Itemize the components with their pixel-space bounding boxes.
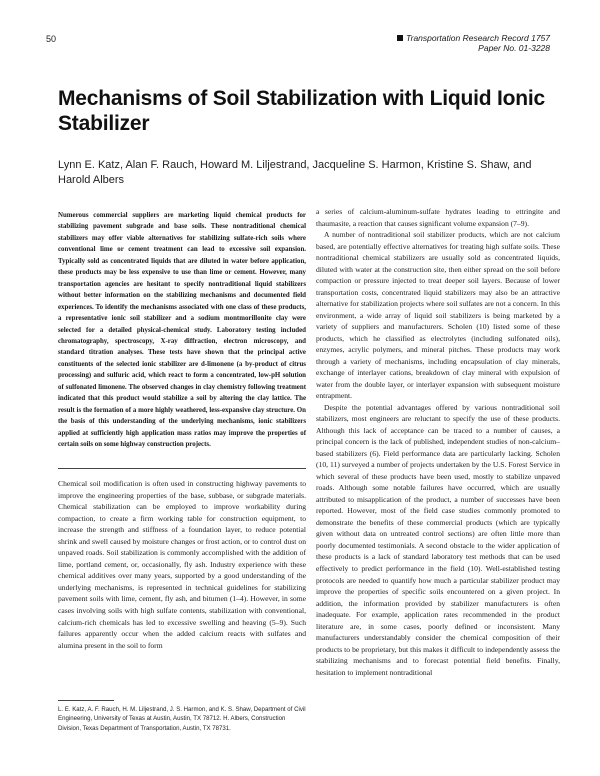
- author-list: Lynn E. Katz, Alan F. Rauch, Howard M. Liljestrand, Jacqueline S. Harmon, Kristine S. Shaw, and Harold Albers: [58, 159, 532, 186]
- paper-number: Paper No. 01-3228: [478, 43, 550, 53]
- paragraph: A number of nontraditional soil stabilizer products, which are not calcium based, are potentially effective alternatives for treating high sulfate soils. These nontraditional chemical stabilizers are usually sold as concentrated liquids, diluted with water at the construction site, then either spread on the soil before compaction or pressure injected to treat deeper soil layers. Because of lower transportation costs, concentrated liquid stabilizers may also be an attractive alternative for stabilization projects where soil sulfates are not a concern. In this environment, a wide array of liquid soil stabilizers is being marketed by a variety of suppliers and manufacturers. Scholen (10) listed some of these products, which he classified as electrolytes (including sulfonated oils), enzymes, acrylic polymers, and mineral pitches. These products may work through a variety of mechanisms, including encapsulation of clay minerals, exchange of interlayer cations, breakdown of clay mineral with expulsion of water from the double layer, or interlayer expansion with subsequent moisture entrapment.: [316, 230, 560, 401]
- author-affiliations-footnote: L. E. Katz, A. F. Rauch, H. M. Liljestrand, J. S. Harmon, and K. S. Shaw, Department of Civil Engineering, University of Texas at Austin, Austin, TX 78712. H. Albers, Construction Division, Texas Department of Transportation, Austin, TX 78731.: [58, 706, 306, 732]
- abstract: Numerous commercial suppliers are marketing liquid chemical products for stabilizing pavement subgrade and base soils. These nontraditional chemical stabilizers may offer viable alternatives for stabilizing sulfate-rich soils where conventional lime or cement treatment can lead to excessive soil expansion. Typically sold as concentrated liquids that are diluted in water before application, these products may be less expensive to use than lime or cement. However, many transportation agencies are hesitant to specify nontraditional liquid stabilizers without better information on the stabilizing mechanisms and documented field experiences. To identify the mechanisms associated with one class of these products, a representative ionic soil stabilizer and a sodium montmorillonite clay were selected for a detailed physical-chemical study. Laboratory testing included chromatography, spectroscopy, X-ray diffraction, electron microscopy, and standard titration analyses. These tests have shown that the principal active constituents of the selected ionic stabilizer are d-limonene (a by-product of citrus processing) and sulfuric acid, which react to form a concentrated, low-pH solution of sulfonated limonene. The observed changes in clay chemistry following treatment indicated that this product would stabilize a soil by altering the clay lattice. The result is the formation of a more highly weathered, less-expansive clay structure. On the basis of this understanding of the underlying mechanisms, ionic stabilizers applied at sufficiently high application mass ratios may improve the properties of certain soils on some highway construction projects.: [58, 212, 306, 449]
- paper-title: Mechanisms of Soil Stabilization with Liquid Ionic Stabilizer: [58, 87, 546, 135]
- paragraph: a series of calcium-aluminum-sulfate hydrates leading to ettringite and thaumasite, a reaction that causes significant volume expansion (7–9).: [316, 207, 560, 228]
- footnote-divider: [58, 700, 114, 701]
- journal-name: Transportation Research Record 1757: [406, 33, 550, 43]
- abstract-divider: [58, 468, 306, 469]
- body-column-right: [316, 206, 560, 678]
- paragraph: Despite the potential advantages offered by various nontraditional soil stabilizers, most engineers are reluctant to specify the use of these products. Although this lack of acceptance can be traced to a number of causes, a principal concern is the lack of published, independent studies of non-calcium–based stabilizers (6). Field performance data are particularly lacking. Scholen (10, 11) surveyed a number of projects undertaken by the U.S. Forest Service in which several of these products have been used, mostly to stabilize unpaved roads. Although some notable failures have occurred, which are usually attributed to misapplication of the product, a number of successes have been reported. However, most of the field case studies commonly promoted to demonstrate the benefits of these commercial products (which are typically given without data on untreated control sections) are often little more than poorly documented testimonials. A second obstacle to the wider application of these products is a lack of standard laboratory test methods that can be used effectively to predict performance in the field (10). Well-established testing protocols are needed to quantify how much a particular stabilizer product may improve the properties of specific soils encountered on a given project. In addition, the information provided by stabilizer manufacturers is often inadequate. For example, application rates recommended in the product literature are, in some cases, poorly defined or inconsistent. Many manufacturers understandably consider the chemical composition of their products to be proprietary, but this makes it difficult to independently assess the stabilizing mechanisms and to forecast potential field benefits. Finally, hesitation to implement nontraditional: [316, 402, 560, 677]
- square-bullet-icon: [397, 35, 403, 41]
- body-column-left: [58, 478, 306, 651]
- page-number: 50: [46, 34, 57, 44]
- journal-header: [397, 33, 550, 53]
- paragraph: Chemical soil modification is often used in constructing highway pavements to improve the engineering properties of the base, subbase, or subgrade materials. Chemical stabilization can be employed to improve workability during compaction, to create a firm working table for construction equipment, to increase the strength and stiffness of a foundation layer, to reduce potential shrink and swell caused by moisture changes or frost action, or to control dust on unpaved roads. Soil stabilization is commonly accomplished with the addition of lime, portland cement, or, occasionally, fly ash. Industry experience with these chemical additives over many years, supported by a good understanding of the underlying mechanisms, is represented in technical guidelines for stabilizing pavement soils with lime, cement, fly ash, and bitumen (1–4). However, in some cases involving soils with high sulfate contents, stabilization with conventional, calcium-rich chemicals has led to excessive swelling and heaving (5–9). Such failures apparently occur when the added calcium reacts with sulfates and alumina present in the soil to form: [58, 479, 306, 650]
